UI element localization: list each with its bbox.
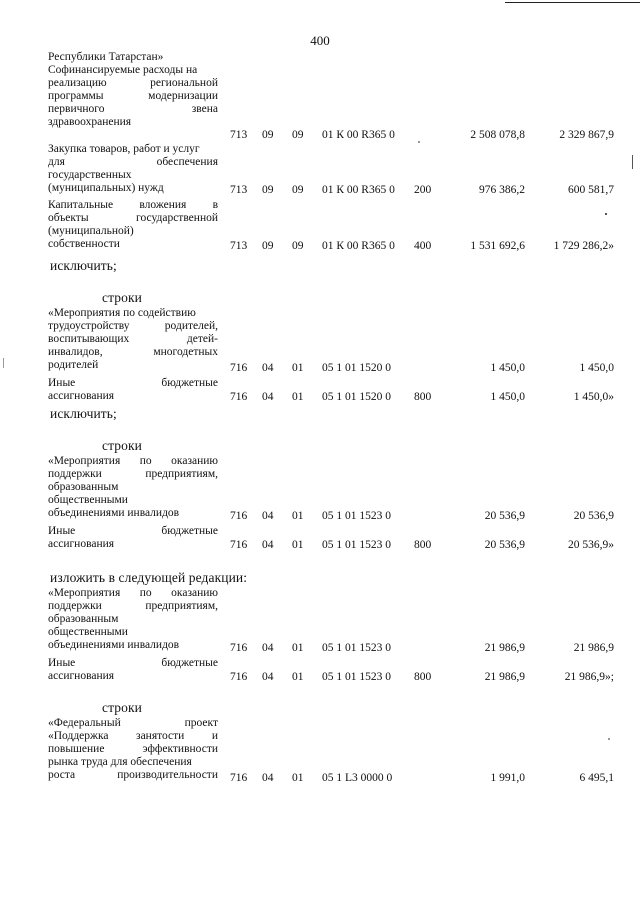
scan-mark xyxy=(632,155,633,169)
top-rule xyxy=(505,2,640,3)
subsection-code: 09 xyxy=(292,129,304,141)
row-description: Закупка товаров, работ и услуг для обеспечения государственных (муниципальных) нужд xyxy=(48,143,218,194)
amount-year-1: 1 531 692,6 xyxy=(470,240,525,252)
ministry-code: 716 xyxy=(230,391,248,403)
section-code: 04 xyxy=(262,391,274,403)
instruction-rows: строки xyxy=(102,700,142,715)
amount-year-2: 1 729 286,2» xyxy=(553,240,614,252)
target-article-code: 05 1 01 1523 0 xyxy=(322,671,391,683)
ministry-code: 716 xyxy=(230,539,248,551)
amount-year-2: 6 495,1 xyxy=(579,772,614,784)
table-row xyxy=(0,377,640,404)
expense-type-code: 200 xyxy=(414,184,432,196)
expense-type-code: 800 xyxy=(414,671,432,683)
target-article-code: 01 К 00 R365 0 xyxy=(322,240,395,252)
subsection-code: 09 xyxy=(292,184,304,196)
table-row xyxy=(0,455,640,523)
subsection-code: 01 xyxy=(292,510,304,522)
instruction-rows: строки xyxy=(102,290,142,305)
instruction-exclude: исключить; xyxy=(50,258,117,273)
table-row xyxy=(0,657,640,684)
row-description: Республики Татарстан» Софинансируемые расходы на реализацию региональной программы модернизации первичного звена здравоохранения xyxy=(48,51,218,128)
target-article-code: 05 1 L3 0000 0 xyxy=(322,772,393,784)
scan-mark xyxy=(608,738,610,740)
amount-year-1: 21 986,9 xyxy=(484,671,525,683)
table-row xyxy=(0,587,640,655)
expense-type-code: 800 xyxy=(414,391,432,403)
row-description: Иные бюджетные ассигнования xyxy=(48,525,218,550)
instruction-rows: строки xyxy=(102,438,142,453)
instruction-restate: изложить в следующей редакции: xyxy=(50,570,248,585)
amount-year-2: 2 329 867,9 xyxy=(559,129,614,141)
ministry-code: 716 xyxy=(230,671,248,683)
section-code: 04 xyxy=(262,510,274,522)
amount-year-1: 2 508 078,8 xyxy=(470,129,525,141)
table-row xyxy=(0,717,640,785)
subsection-code: 01 xyxy=(292,391,304,403)
table-row xyxy=(0,307,640,375)
section-code: 04 xyxy=(262,539,274,551)
target-article-code: 05 1 01 1520 0 xyxy=(322,391,391,403)
section-code: 09 xyxy=(262,240,274,252)
scan-mark xyxy=(605,213,607,215)
amount-year-1: 1 991,0 xyxy=(490,772,525,784)
table-row xyxy=(0,143,640,197)
table-row xyxy=(0,525,640,552)
subsection-code: 01 xyxy=(292,642,304,654)
table-row xyxy=(0,51,640,142)
page-number: 400 xyxy=(310,33,330,48)
row-description: «Федеральный проект «Поддержка занятости и повышение эффективности рынка труда для обеспечения роста производительности xyxy=(48,717,218,781)
row-description: Иные бюджетные ассигнования xyxy=(48,657,218,682)
ministry-code: 716 xyxy=(230,510,248,522)
scan-mark xyxy=(418,141,420,143)
ministry-code: 716 xyxy=(230,362,248,374)
target-article-code: 01 К 00 R365 0 xyxy=(322,129,395,141)
amount-year-2: 20 536,9» xyxy=(568,539,614,551)
section-code: 04 xyxy=(262,362,274,374)
section-code: 09 xyxy=(262,129,274,141)
section-code: 04 xyxy=(262,772,274,784)
expense-type-code: 400 xyxy=(414,240,432,252)
row-description: «Мероприятия по оказанию поддержки предприятиям, образованным общественными объединениями инвалидов xyxy=(48,455,218,519)
amount-year-1: 20 536,9 xyxy=(484,539,525,551)
target-article-code: 05 1 01 1520 0 xyxy=(322,362,391,374)
row-description: Иные бюджетные ассигнования xyxy=(48,377,218,402)
amount-year-1: 1 450,0 xyxy=(490,362,525,374)
subsection-code: 01 xyxy=(292,772,304,784)
row-description: Капитальные вложения в объекты государственной (муниципальной) собственности xyxy=(48,199,218,250)
amount-year-1: 21 986,9 xyxy=(484,642,525,654)
amount-year-2: 21 986,9 xyxy=(573,642,614,654)
target-article-code: 05 1 01 1523 0 xyxy=(322,510,391,522)
target-article-code: 05 1 01 1523 0 xyxy=(322,539,391,551)
amount-year-2: 21 986,9»; xyxy=(564,671,614,683)
instruction-exclude: исключить; xyxy=(50,406,117,421)
scan-mark xyxy=(3,358,4,368)
table-row xyxy=(0,199,640,253)
expense-type-code: 800 xyxy=(414,539,432,551)
ministry-code: 713 xyxy=(230,129,248,141)
section-code: 04 xyxy=(262,671,274,683)
row-description: «Мероприятия по оказанию поддержки предприятиям, образованным общественными объединениями инвалидов xyxy=(48,587,218,651)
subsection-code: 01 xyxy=(292,539,304,551)
row-description: «Мероприятия по содействию трудоустройству родителей, воспитывающих детей- инвалидов, многодетных родителей xyxy=(48,307,218,371)
section-code: 09 xyxy=(262,184,274,196)
subsection-code: 01 xyxy=(292,362,304,374)
amount-year-1: 20 536,9 xyxy=(484,510,525,522)
amount-year-1: 976 386,2 xyxy=(479,184,525,196)
ministry-code: 716 xyxy=(230,642,248,654)
amount-year-2: 1 450,0» xyxy=(573,391,614,403)
amount-year-2: 1 450,0 xyxy=(579,362,614,374)
subsection-code: 09 xyxy=(292,240,304,252)
amount-year-2: 20 536,9 xyxy=(573,510,614,522)
amount-year-1: 1 450,0 xyxy=(490,391,525,403)
subsection-code: 01 xyxy=(292,671,304,683)
ministry-code: 713 xyxy=(230,184,248,196)
amount-year-2: 600 581,7 xyxy=(568,184,614,196)
target-article-code: 05 1 01 1523 0 xyxy=(322,642,391,654)
target-article-code: 01 К 00 R365 0 xyxy=(322,184,395,196)
ministry-code: 713 xyxy=(230,240,248,252)
ministry-code: 716 xyxy=(230,772,248,784)
section-code: 04 xyxy=(262,642,274,654)
